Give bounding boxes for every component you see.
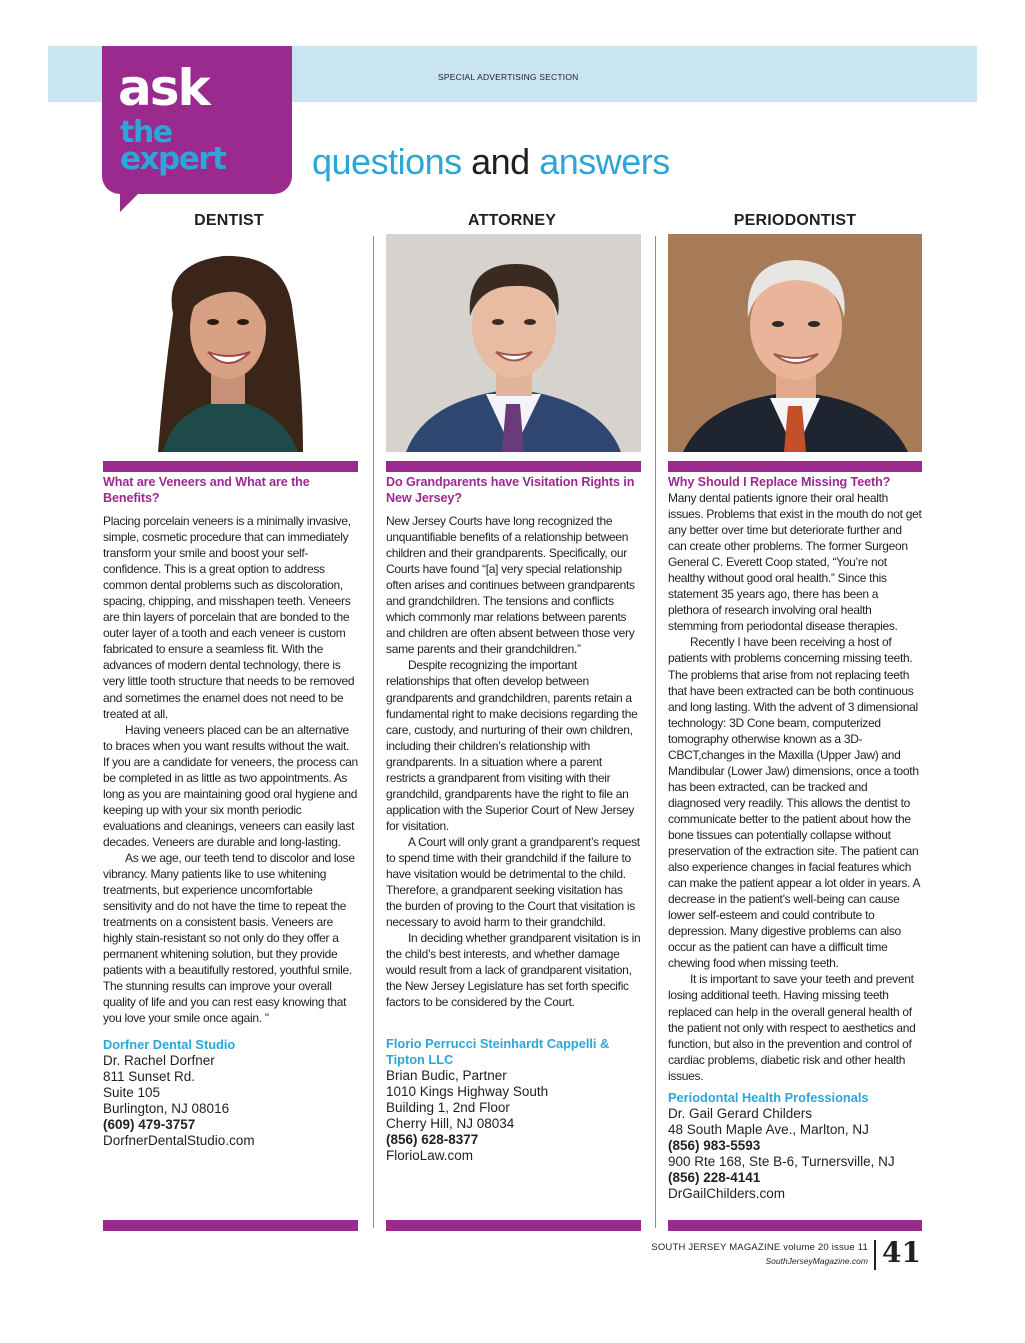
purple-divider-bar <box>386 1220 641 1231</box>
purple-divider-bar <box>386 461 641 472</box>
column-title-periodontist: PERIODONTIST <box>733 212 857 229</box>
purple-divider-bar <box>668 1220 922 1231</box>
logo-the-text: the <box>120 115 172 150</box>
special-section-label: SPECIAL ADVERTISING SECTION <box>438 72 579 82</box>
contact-block <box>668 1090 922 1202</box>
phone-number: (856) 228-4141 <box>668 1169 761 1185</box>
answer-paragraph: As we age, our teeth tend to discolor and lose vibrancy. Many patients like to use whitening treatments, but experience uncomfortable sensitivity and do not have the time to repeat the treatments on a consistent basis. Veneers are highly stain-resistant so not only do they offer a permanent whitening solution, but they provide patients with a beautifully restored, youthful smile. The stunning results can improve your overall quality of life and you can rest easy knowing that you love your smile once again. " <box>103 850 355 1026</box>
answer-paragraph: In deciding whether grandparent visitation is in the child’s best interests, and whether damage would result from a lack of grandparent visitation, the New Jersey Legislature has set forth specific factors to be considered by the Court. <box>386 931 641 1010</box>
periodontist-column <box>668 474 922 1202</box>
answer-paragraph: Despite recognizing the important relationships that often develop between grandparents and grandchildren, parents retain a fundamental right to make decisions regarding the care, custody, and nurturing of their own children, including their children’s relationship with grandparents. In a situation where a parent restricts a grandparent from visiting with their grandchild, grandparents have the right to file an application with the Superior Court of New Jersey for visitation. <box>386 658 638 833</box>
headline-questions: questions <box>312 141 462 182</box>
answer-paragraph: Having veneers placed can be an alternative to braces when you want results without the wait. If you are a candidate for veneers, the process can be completed in as little as two appointments. As long as you are maintaining good oral hygiene and keeping up with your six month periodic evaluations and cleanings, veneers can easily last decades. Veneers are durable and long-lasting. <box>103 722 358 849</box>
firm-name: Dorfner Dental Studio <box>103 1036 236 1052</box>
dentist-photo <box>103 234 358 452</box>
attorney-column <box>386 474 641 1164</box>
logo-expert-text: expert <box>120 141 226 177</box>
logo-ask-text: ask <box>118 59 209 117</box>
contact-line: 811 Sunset Rd. <box>103 1068 196 1084</box>
answer-paragraph: It is important to save your teeth and prevent losing additional teeth. Having missing teeth replaced can help in the overall general health of the patient not only with respect to aesthetics and function, but also in the prevention and control of cardiac problems, diabetic risk and other health issues. <box>668 972 916 1083</box>
contact-line: Dr. Rachel Dorfner <box>103 1052 215 1068</box>
page-number: 41 <box>882 1236 921 1269</box>
attorney-photo <box>386 234 641 452</box>
contact-line: 900 Rte 168, Ste B-6, Turnersville, NJ <box>668 1153 895 1169</box>
column-divider <box>655 236 656 1228</box>
website: FlorioLaw.com <box>386 1148 474 1164</box>
purple-divider-bar <box>103 1220 358 1231</box>
column-divider <box>373 236 374 1228</box>
contact-line: Suite 105 <box>103 1084 161 1100</box>
question-heading: What are Veneers and What are the Benefits? <box>103 475 310 505</box>
contact-line: Burlington, NJ 08016 <box>103 1100 230 1116</box>
answer-paragraph: New Jersey Courts have long recognized the unquantifiable benefits of a relationship between children and their grandparents. Specifically, our Courts have found “[a] very special relationship often arises and continues between grandparents and grandchildren. The tensions and conflicts which commonly mar relations between parents and children are often absent between those very same parents and their grandchildren.” <box>386 514 635 657</box>
website: DorfnerDentalStudio.com <box>103 1132 255 1148</box>
contact-line: 1010 Kings Highway South <box>386 1084 549 1100</box>
headline-and: and <box>471 141 530 182</box>
footer-divider <box>874 1240 876 1270</box>
purple-divider-bar <box>103 461 358 472</box>
answer-paragraph: Many dental patients ignore their oral health issues. Problems that exist in the mouth do not get any better over time but deteriorate further and can create other problems. The former Surgeon General C. Everett Coop stated, “You’re not healthy without good oral health.” Since this statement 35 years ago, there has been a plethora of research involving oral health stemming from periodontal disease therapies. <box>668 491 922 634</box>
question-heading: Why Should I Replace Missing Teeth? <box>668 475 891 489</box>
question-heading: Do Grandparents have Visitation Rights in New Jersey? <box>386 475 635 505</box>
purple-divider-bar <box>668 461 922 472</box>
answer-body <box>668 490 922 1084</box>
contact-line: Cherry Hill, NJ 08034 <box>386 1116 515 1132</box>
column-title-dentist: DENTIST <box>194 212 264 229</box>
periodontist-photo <box>668 234 922 452</box>
answer-body <box>386 513 641 1010</box>
dentist-column <box>103 474 358 1149</box>
magazine-url: SouthJerseyMagazine.com <box>765 1256 868 1266</box>
phone-number: (856) 983-5593 <box>668 1137 761 1153</box>
firm-name: Periodontal Health Professionals <box>668 1089 869 1105</box>
contact-block <box>103 1037 358 1149</box>
contact-line: Dr. Gail Gerard Childers <box>668 1105 813 1121</box>
phone-number: (609) 479-3757 <box>103 1116 196 1132</box>
answer-paragraph: A Court will only grant a grandparent’s request to spend time with their grandchild if the failure to have visitation would be detrimental to the child. Therefore, a grandparent seeking visitation has the burden of proving to the Court that visitation is necessary to avoid harm to their grandchild. <box>386 834 640 930</box>
contact-line: Building 1, 2nd Floor <box>386 1100 510 1116</box>
answer-body <box>103 513 358 1027</box>
column-title-attorney: ATTORNEY <box>467 212 557 229</box>
phone-number: (856) 628-8377 <box>386 1132 479 1148</box>
logo-speech-tail <box>120 190 142 212</box>
magazine-issue-info: SOUTH JERSEY MAGAZINE volume 20 issue 11 <box>651 1242 868 1253</box>
answer-paragraph: Recently I have been receiving a host of patients with problems concerning missing teeth. The problems that arise from not replacing teeth that have been extracted can be both continuous and long lasting. With the advent of 3 dimensional technology: 3D Cone beam, computerized tomography otherwise known as a 3D-CBCT,changes in the Maxilla (Upper Jaw) and Mandibular (Lower Jaw) dimensions, once a tooth has been extracted, can be tracked and diagnosed very readily. This allows the dentist to communicate better to the patient about how the bone tissues can potentially collapse without preservation of the extraction site. The patient can also experience changes in facial features which can make the patient appear a lot older in years. A decrease in the patient’s well-being can cause lower self-esteem and could contribute to depression. Many digestive problems can also occur as the patient can have a difficult time chewing food when missing teeth. <box>668 635 920 971</box>
contact-line: 48 South Maple Ave., Marlton, NJ <box>668 1121 869 1137</box>
answer-paragraph: Placing porcelain veneers is a minimally invasive, simple, cosmetic procedure that can immediately transform your smile and boost your self-confidence. This is a great option to address common dental problems such as discoloration, spacing, chipping, and misshapen teeth. Veneers are thin layers of porcelain that are bonded to the outer layer of a tooth and each veneer is custom fabricated to ensure a seamless fit. With the advances of modern dental technology, there is very little tooth structure that needs to be removed and sometimes the enamel does not need to be treated at all. <box>103 514 355 721</box>
firm-name: Florio Perrucci Steinhardt Cappelli & Tipton LLC <box>386 1036 610 1068</box>
contact-line: Brian Budic, Partner <box>386 1068 507 1084</box>
website: DrGailChilders.com <box>668 1185 786 1201</box>
page-headline <box>312 140 670 184</box>
contact-block <box>386 1036 641 1164</box>
headline-answers: answers <box>539 141 670 182</box>
